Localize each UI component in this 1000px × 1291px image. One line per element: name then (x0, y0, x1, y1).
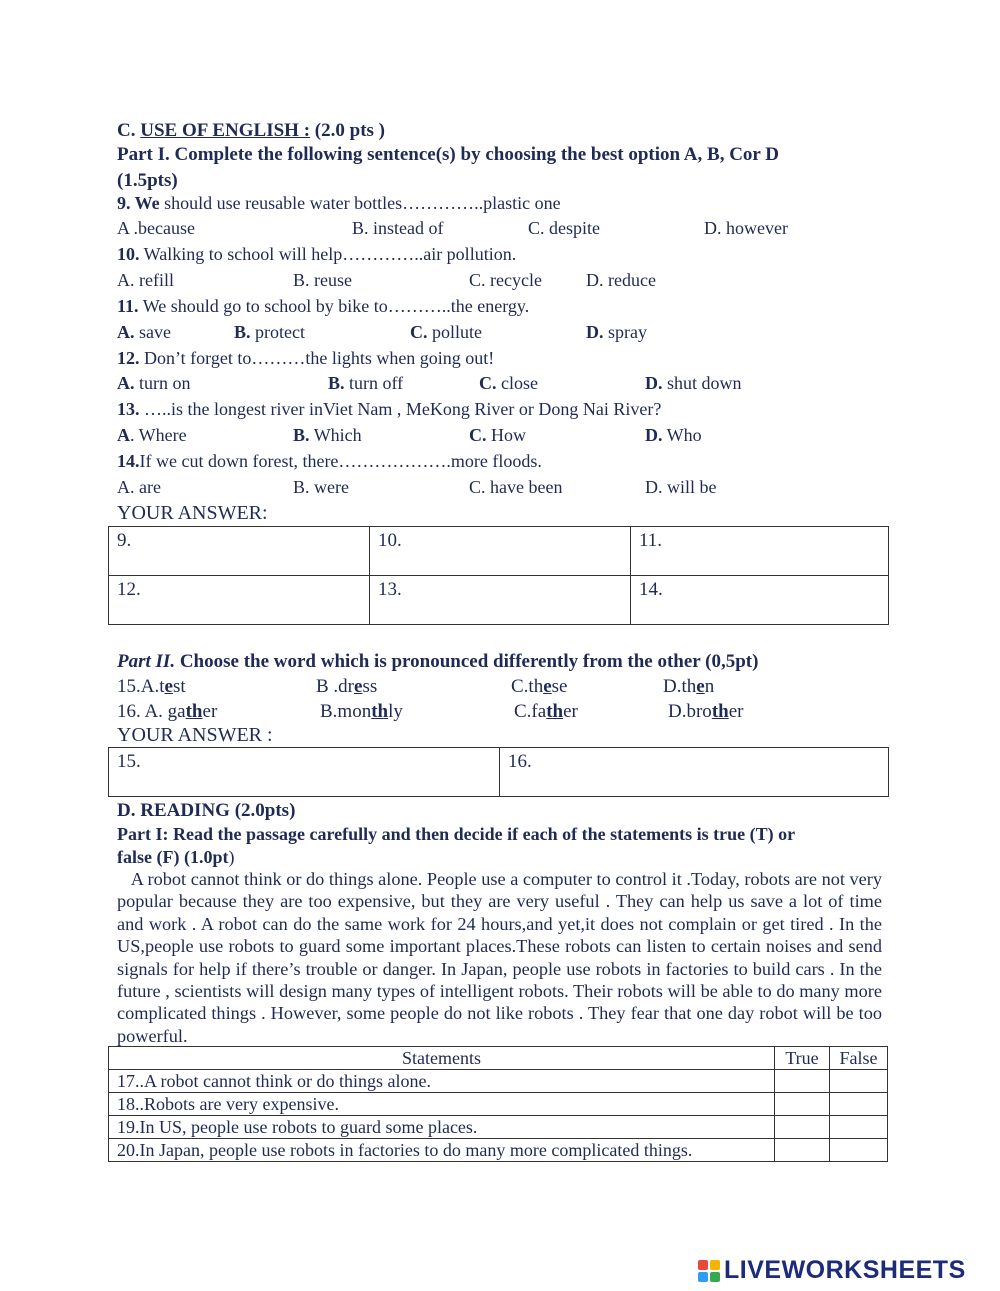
q10-option-b[interactable]: B. reuse (293, 270, 352, 290)
q11-option-c[interactable]: C. pollute (410, 322, 482, 342)
statement-19: 19.In US, people use robots to guard some places. (109, 1116, 775, 1139)
part1-heading-line2: (1.5pts) (117, 170, 178, 191)
statement-18: 18..Robots are very expensive. (109, 1093, 775, 1116)
q10-option-a[interactable]: A. refill (117, 270, 174, 290)
part2-answer-label: YOUR ANSWER : (117, 724, 273, 746)
q13-option-d[interactable]: D. Who (645, 425, 702, 445)
question-9: 9. We should use reusable water bottles…………..plastic one (117, 193, 561, 213)
q11-option-d[interactable]: D. spray (586, 322, 647, 342)
q16-option-b[interactable]: B.monthly (320, 701, 403, 722)
section-d-title: D. READING (2.0pts) (117, 800, 296, 821)
true-header: True (775, 1047, 830, 1070)
q14-option-a[interactable]: A. are (117, 477, 161, 497)
table-row (109, 1116, 888, 1139)
q16-option-c[interactable]: C.father (514, 701, 578, 722)
answer-cell-15[interactable]: 15. (109, 748, 500, 797)
true-cell-17[interactable] (775, 1070, 830, 1093)
q9-option-a[interactable]: A .because (117, 218, 195, 238)
statement-20: 20.In Japan, people use robots in factories to do many more complicated things. (109, 1139, 775, 1162)
answer-cell-12[interactable]: 12. (109, 576, 370, 625)
q14-option-b[interactable]: B. were (293, 477, 349, 497)
question-10: 10. Walking to school will help…………..air pollution. (117, 244, 517, 264)
false-cell-19[interactable] (830, 1116, 888, 1139)
statements-table (108, 1046, 888, 1162)
q14-option-d[interactable]: D. will be (645, 477, 717, 497)
q9-option-c[interactable]: C. despite (528, 218, 600, 238)
q9-option-b[interactable]: B. instead of (352, 218, 444, 238)
logo-text: LIVEWORKSHEETS (724, 1256, 966, 1284)
part2-heading: Part II. Choose the word which is pronounced differently from the other (0,5pt) (117, 651, 759, 672)
part1-answer-table (108, 526, 889, 625)
answer-cell-16[interactable]: 16. (500, 748, 889, 797)
reading-part1-heading-line1: Part I: Read the passage carefully and then decide if each of the statements is true (T) or (117, 824, 796, 844)
statements-header: Statements (109, 1047, 775, 1070)
part2-answer-table (108, 747, 889, 797)
q10-option-d[interactable]: D. reduce (586, 270, 656, 290)
reading-passage: A robot cannot think or do things alone. People use a computer to control it .Today, robots are not very popular because they are too expensive, but they are very useful . They can help us save a lot of time and work . A robot can do the same work for 24 hours,and yet,it does not complain or get tired . In the US,people use robots to guard some important places.These robots can listen to certain noises and send signals for help if there’s trouble or danger. In Japan, people use robots in factories to build cars . In the future , scientists will design many types of intelligent robots. Their robots will be able to do many more complicated things . However, some people do not like robots . They fear that one day robot will be too powerful. (117, 869, 883, 1046)
question-13: 13. …..is the longest river inViet Nam , MeKong River or Dong Nai River? (117, 399, 662, 419)
statement-17: 17..A robot cannot think or do things alone. (109, 1070, 775, 1093)
table-row (109, 1070, 888, 1093)
q13-option-a[interactable]: A. Where (117, 425, 187, 445)
part1-answer-label: YOUR ANSWER: (117, 502, 268, 524)
question-11: 11. We should go to school by bike to………..the energy. (117, 296, 530, 316)
q11-option-a[interactable]: A. save (117, 322, 171, 342)
q12-option-a[interactable]: A. turn on (117, 373, 191, 393)
q15-option-b[interactable]: B .dress (316, 676, 378, 697)
answer-cell-9[interactable]: 9. (109, 527, 370, 576)
false-header: False (830, 1047, 888, 1070)
answer-cell-11[interactable]: 11. (631, 527, 889, 576)
part1-heading-line1: Part I. Complete the following sentence(s) by choosing the best option A, B, Cor D (117, 144, 779, 165)
q10-option-c[interactable]: C. recycle (469, 270, 542, 290)
q16-option-d[interactable]: D.brother (668, 701, 744, 722)
section-c-title: C. USE OF ENGLISH : (2.0 pts ) (117, 120, 385, 141)
q13-option-c[interactable]: C. How (469, 425, 526, 445)
q13-option-b[interactable]: B. Which (293, 425, 362, 445)
q12-option-c[interactable]: C. close (479, 373, 538, 393)
q15-option-a[interactable]: 15.A.test (117, 676, 186, 697)
answer-cell-13[interactable]: 13. (370, 576, 631, 625)
logo-mark-icon (698, 1260, 720, 1282)
q15-option-c[interactable]: C.these (511, 676, 568, 697)
reading-part1-heading-line2: false (F) (1.0pt) (117, 847, 235, 867)
table-row (109, 1093, 888, 1116)
false-cell-18[interactable] (830, 1093, 888, 1116)
true-cell-19[interactable] (775, 1116, 830, 1139)
q15-option-d[interactable]: D.then (663, 676, 715, 697)
question-12: 12. Don’t forget to………the lights when going out! (117, 348, 495, 368)
table-row (109, 1139, 888, 1162)
true-cell-20[interactable] (775, 1139, 830, 1162)
q16-option-a[interactable]: 16. A. gather (117, 701, 218, 722)
false-cell-17[interactable] (830, 1070, 888, 1093)
q9-option-d[interactable]: D. however (704, 218, 788, 238)
q14-option-c[interactable]: C. have been (469, 477, 563, 497)
q12-option-d[interactable]: D. shut down (645, 373, 742, 393)
false-cell-20[interactable] (830, 1139, 888, 1162)
q11-option-b[interactable]: B. protect (234, 322, 305, 342)
liveworksheets-logo (698, 1256, 966, 1285)
answer-cell-10[interactable]: 10. (370, 527, 631, 576)
q12-option-b[interactable]: B. turn off (328, 373, 404, 393)
question-14: 14.If we cut down forest, there……………….more floods. (117, 451, 542, 471)
answer-cell-14[interactable]: 14. (631, 576, 889, 625)
true-cell-18[interactable] (775, 1093, 830, 1116)
